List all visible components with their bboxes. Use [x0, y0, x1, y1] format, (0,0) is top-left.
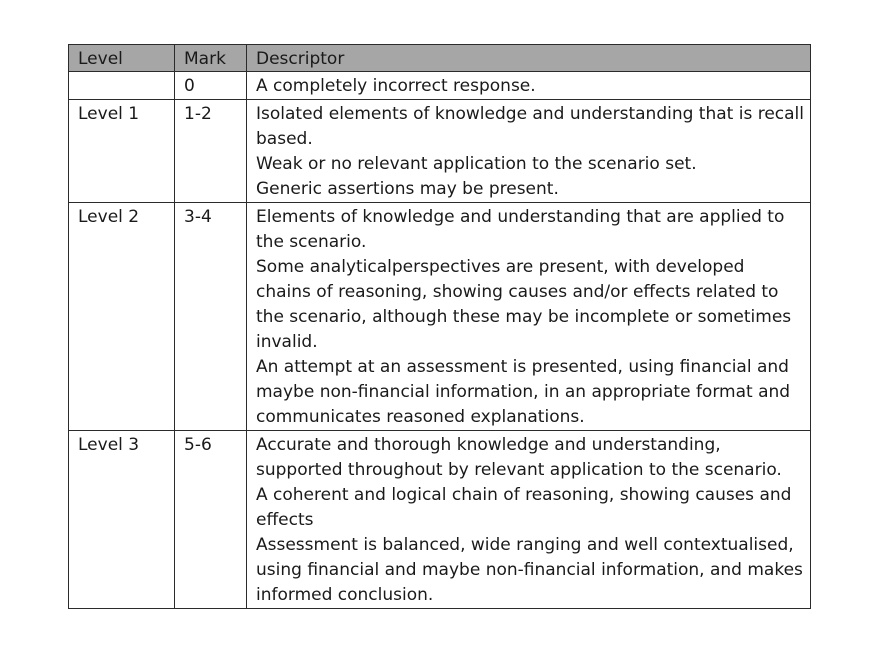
descriptor-line: Generic assertions may be present. — [256, 179, 559, 199]
descriptor-line: Some analyticalperspectives are present, with developed chains of reasoning, showing causes and/or effects related to the scenario, although these may be incomplete or sometimes invalid. — [256, 257, 792, 352]
descriptor-line: Assessment is balanced, wide ranging and well contextualised, using financial and maybe non-financial information, and makes informed conclusion. — [256, 535, 803, 605]
descriptor-line: Weak or no relevant application to the scenario set. — [256, 154, 697, 174]
table-row — [69, 203, 811, 431]
descriptor-line: A coherent and logical chain of reasoning, showing causes and effects — [256, 485, 792, 530]
descriptor-line: An attempt at an assessment is presented, using financial and maybe non-financial information, in an appropriate format and communicates reasoned explanations. — [256, 357, 791, 427]
mark-scheme-table — [68, 44, 811, 609]
level-cell: Level 3 — [69, 431, 175, 609]
level-cell — [69, 72, 175, 100]
descriptor-line: A completely incorrect response. — [256, 76, 536, 96]
descriptor-cell — [247, 431, 811, 609]
level-cell: Level 1 — [69, 100, 175, 203]
header-row — [69, 45, 811, 72]
mark-cell: 5-6 — [175, 431, 247, 609]
descriptor-cell — [247, 100, 811, 203]
mark-cell: 1-2 — [175, 100, 247, 203]
mark-cell: 0 — [175, 72, 247, 100]
descriptor-line: Isolated elements of knowledge and understanding that is recall based. — [256, 104, 805, 149]
level-cell: Level 2 — [69, 203, 175, 431]
header-mark: Mark — [175, 45, 247, 72]
descriptor-line: Elements of knowledge and understanding that are applied to the scenario. — [256, 207, 785, 252]
table-row — [69, 100, 811, 203]
header-level: Level — [69, 45, 175, 72]
table-row — [69, 72, 811, 100]
table-row — [69, 431, 811, 609]
mark-cell: 3-4 — [175, 203, 247, 431]
descriptor-cell — [247, 203, 811, 431]
header-descriptor: Descriptor — [247, 45, 811, 72]
descriptor-cell — [247, 72, 811, 100]
descriptor-line: Accurate and thorough knowledge and understanding, supported throughout by relevant application to the scenario. — [256, 435, 782, 480]
